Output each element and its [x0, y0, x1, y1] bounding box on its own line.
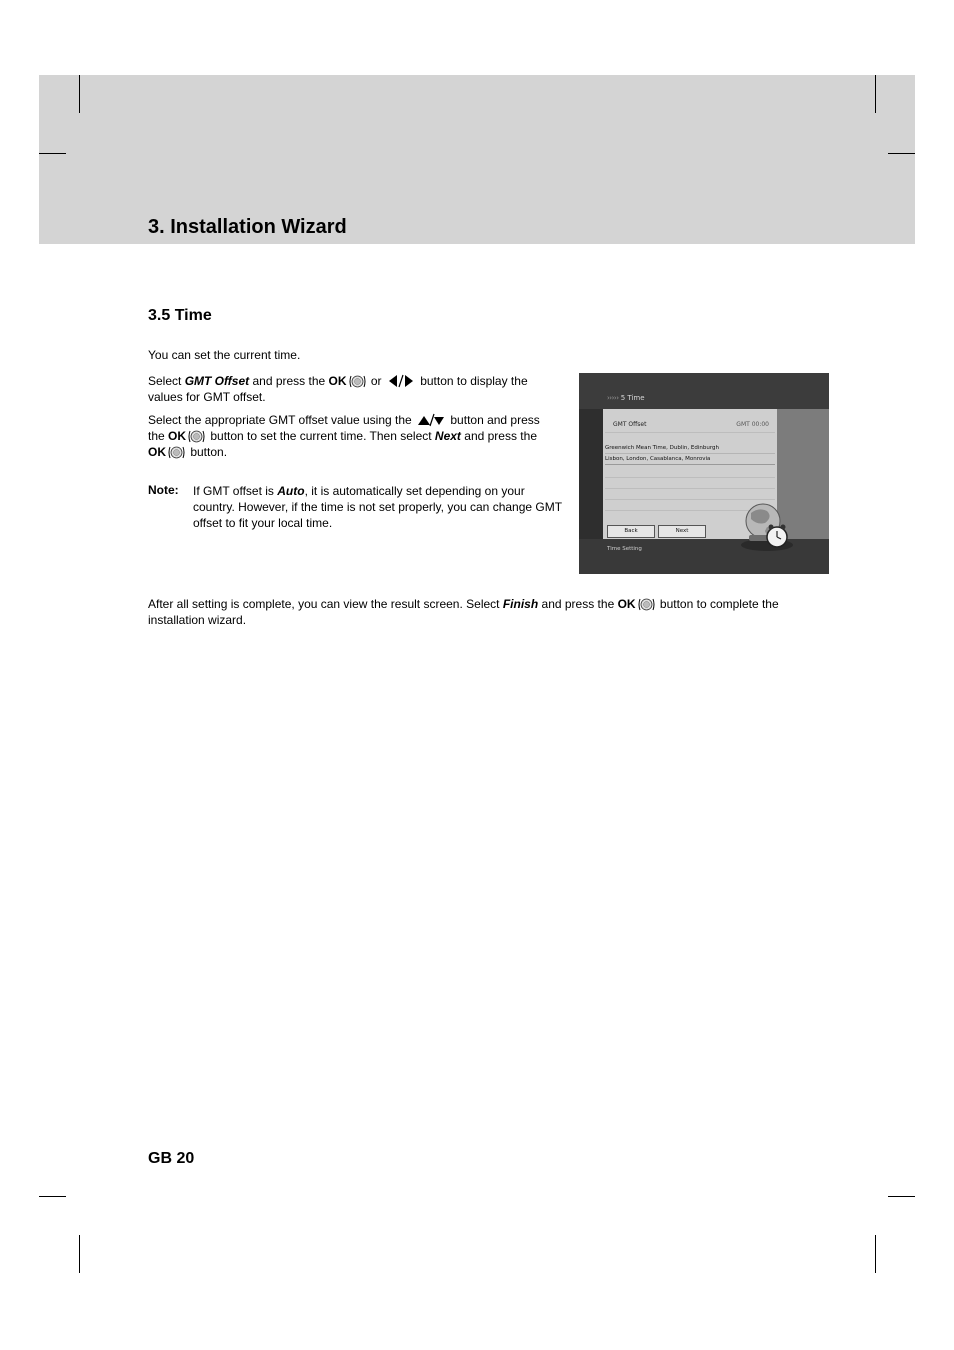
left-right-arrow-icon [387, 374, 415, 388]
intro-text: You can set the current time. [148, 348, 301, 362]
ok-button-icon [167, 445, 186, 460]
gmt-offset-field [607, 420, 773, 431]
note-label: Note: [148, 483, 179, 497]
gmt-offset-label: GMT Offset [613, 421, 647, 428]
crop-mark [79, 75, 80, 113]
crop-mark [888, 153, 915, 154]
list-divider [605, 488, 775, 489]
up-down-arrow-icon [417, 413, 445, 427]
crop-mark [875, 1235, 876, 1273]
screen-status-text: Time Setting [607, 546, 642, 552]
screen-next-button: Next [658, 525, 706, 538]
screen-back-button: Back [607, 525, 655, 538]
list-divider [605, 499, 775, 500]
section-title: 3.5 Time [148, 307, 212, 324]
crop-mark [875, 75, 876, 113]
chapter-title: 3. Installation Wizard [148, 216, 347, 238]
ok-button-icon [187, 429, 206, 444]
globe-clock-icon [739, 501, 799, 553]
gmt-option: Greenwich Mean Time, Dublin, Edinburgh [605, 443, 775, 454]
paragraph-finish: After all setting is complete, you can view the result screen. Select Finish and press the OK button to complete the installation wizard. [148, 597, 779, 627]
list-divider [605, 432, 775, 433]
ok-button-icon [637, 597, 656, 612]
crop-mark [888, 1196, 915, 1197]
ok-button-icon [348, 374, 367, 389]
paragraph-gmt-select: Select GMT Offset and press the OK or button to display the values for GMT offset. [148, 374, 528, 404]
time-setting-screenshot [579, 373, 829, 574]
gmt-option: Lisbon, London, Casablanca, Monrovia [605, 454, 775, 465]
crop-mark [39, 1196, 66, 1197]
page-number: GB 20 [148, 1150, 195, 1167]
note-text: If GMT offset is Auto, it is automatically set depending on your country. However, if the time is not set properly, you can change GMT offset to fit your local time. [193, 484, 562, 530]
gmt-offset-value: GMT 00:00 [736, 421, 769, 428]
screen-top-bar [579, 373, 829, 409]
crop-mark [39, 153, 66, 154]
paragraph-gmt-value: Select the appropriate GMT offset value using the button and press the OK button to set the current time. Then select Next and press the OK button. [148, 413, 540, 459]
crop-mark [79, 1235, 80, 1273]
screen-breadcrumb: ››››› 5 Time [607, 394, 645, 402]
list-divider [605, 477, 775, 478]
